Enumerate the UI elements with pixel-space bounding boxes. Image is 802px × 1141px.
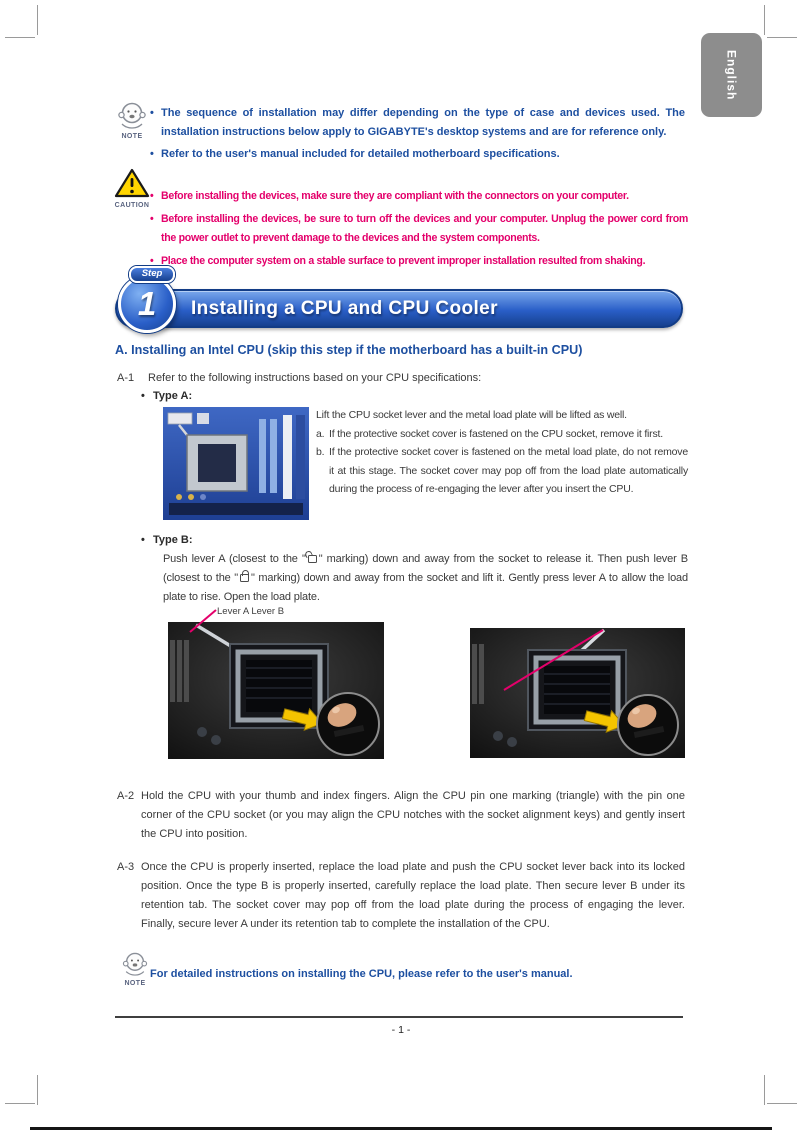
note-item: • Refer to the user's manual included for detailed motherboard specifications. — [148, 145, 685, 164]
crop-mark — [37, 1075, 38, 1105]
page-number: - 1 - — [391, 1024, 411, 1036]
type-b-heading: • Type B: — [141, 534, 193, 546]
paragraph-a2-text: Hold the CPU with your thumb and index fingers. Align the CPU pin one marking (triangle) with the pin one corner of the CPU socket (or you may align the CPU notches with the socket alignment keys) and gently insert the CPU into position. — [141, 790, 685, 840]
type-a-intro: Lift the CPU socket lever and the metal load plate will be lifted as well. — [316, 409, 627, 421]
crop-mark — [767, 37, 797, 38]
crop-mark — [767, 1103, 797, 1104]
note-icon-bottom-label: NOTE — [124, 980, 146, 987]
caution-item: • Place the computer system on a stable surface to prevent improper installation resulted from shaking. — [148, 252, 688, 272]
paragraph-a3-text: Once the CPU is properly inserted, replace the load plate and push the CPU socket lever back into its locked position. Once the type B is properly inserted, carefully replace the load plate. Then secure lever B under its retention tab. The socket cover may pop off from the load plate during the process of engaging the lever. Finally, secure lever A under its retention tab to complete the installation of the CPU. — [141, 861, 685, 930]
type-a-item-b-marker: b. — [316, 446, 325, 458]
warning-triangle-icon — [114, 168, 150, 199]
final-note-text: For detailed instructions on installing the CPU, please refer to the user's manual. — [150, 968, 573, 980]
lock-icon — [240, 574, 249, 582]
paragraph-a3 — [117, 858, 685, 934]
lever-caption: Lever A Lever B — [217, 606, 285, 617]
paragraph-a1-label: A-1 — [117, 372, 135, 384]
unlock-icon — [308, 555, 317, 563]
note-face-icon — [120, 952, 150, 977]
type-b-text-part1: Push lever A (closest to the " — [163, 553, 306, 565]
cpu-socket-photo-lever-a — [168, 622, 384, 759]
type-b-instructions — [163, 550, 688, 607]
type-a-item-a — [316, 425, 688, 444]
type-a-instructions — [316, 406, 688, 499]
note-icon-label: NOTE — [121, 133, 143, 140]
step-number-badge — [118, 275, 176, 333]
paragraph-a2-label: A-2 — [117, 790, 135, 802]
type-a-item-b-text: If the protective socket cover is fastened on the metal load plate, do not remove it at this stage. The socket cover may pop off from the load plate automatically during the process of re-engaging the lever after you insert the CPU. — [329, 446, 688, 495]
caution-list — [148, 187, 688, 274]
caution-icon-label: CAUTION — [114, 202, 150, 209]
crop-mark — [764, 5, 765, 35]
type-a-heading: • Type A: — [141, 390, 192, 402]
crop-mark — [5, 1103, 35, 1104]
step-title: Installing a CPU and CPU Cooler — [191, 298, 498, 319]
paragraph-a1-text: Refer to the following instructions based on your CPU specifications: — [148, 372, 482, 384]
crop-mark — [37, 5, 38, 35]
note-item: • The sequence of installation may differ depending on the type of case and devices used. The installation instructions below apply to GIGABYTE's desktop systems and are for reference only. — [148, 104, 685, 142]
paragraph-a3-label: A-3 — [117, 861, 135, 873]
footer-divider — [115, 1016, 683, 1018]
crop-mark — [764, 1075, 765, 1105]
type-a-item-b — [316, 443, 688, 499]
type-a-motherboard-photo — [163, 407, 309, 520]
step-banner — [115, 289, 683, 328]
cpu-socket-photo-lever-b — [470, 628, 685, 758]
section-a-heading: A. Installing an Intel CPU (skip this step if the motherboard has a built-in CPU) — [115, 343, 583, 357]
caution-item: • Before installing the devices, be sure to turn off the devices and your computer. Unplug the power cord from the power outlet to prevent damage to the devices and the system components. — [148, 210, 688, 249]
step-number: 1 — [137, 285, 157, 322]
paragraph-a2 — [117, 787, 685, 844]
type-b-text-part2: " marking) down and away from the socket to release it. Then push lever B (closest to the " — [163, 553, 688, 584]
crop-mark — [5, 37, 35, 38]
type-a-item-a-text: If the protective socket cover is fastened on the CPU socket, remove it first. — [329, 427, 663, 440]
note-list — [148, 104, 685, 167]
type-a-item-a-marker: a. — [316, 427, 325, 440]
language-tab-label: English — [724, 49, 739, 101]
caution-item: • Before installing the devices, make sure they are compliant with the connectors on your computer. — [148, 187, 688, 207]
type-b-text-part3: " marking) down and away from the socket and lift it. Gently press lever A to allow the load plate to rise. Open the load plate. — [163, 572, 688, 603]
note-face-icon — [115, 102, 149, 130]
language-tab-english — [701, 33, 762, 117]
step-label: Step — [129, 266, 175, 283]
paragraph-a1 — [117, 369, 685, 388]
bottom-trim-line — [30, 1127, 772, 1130]
